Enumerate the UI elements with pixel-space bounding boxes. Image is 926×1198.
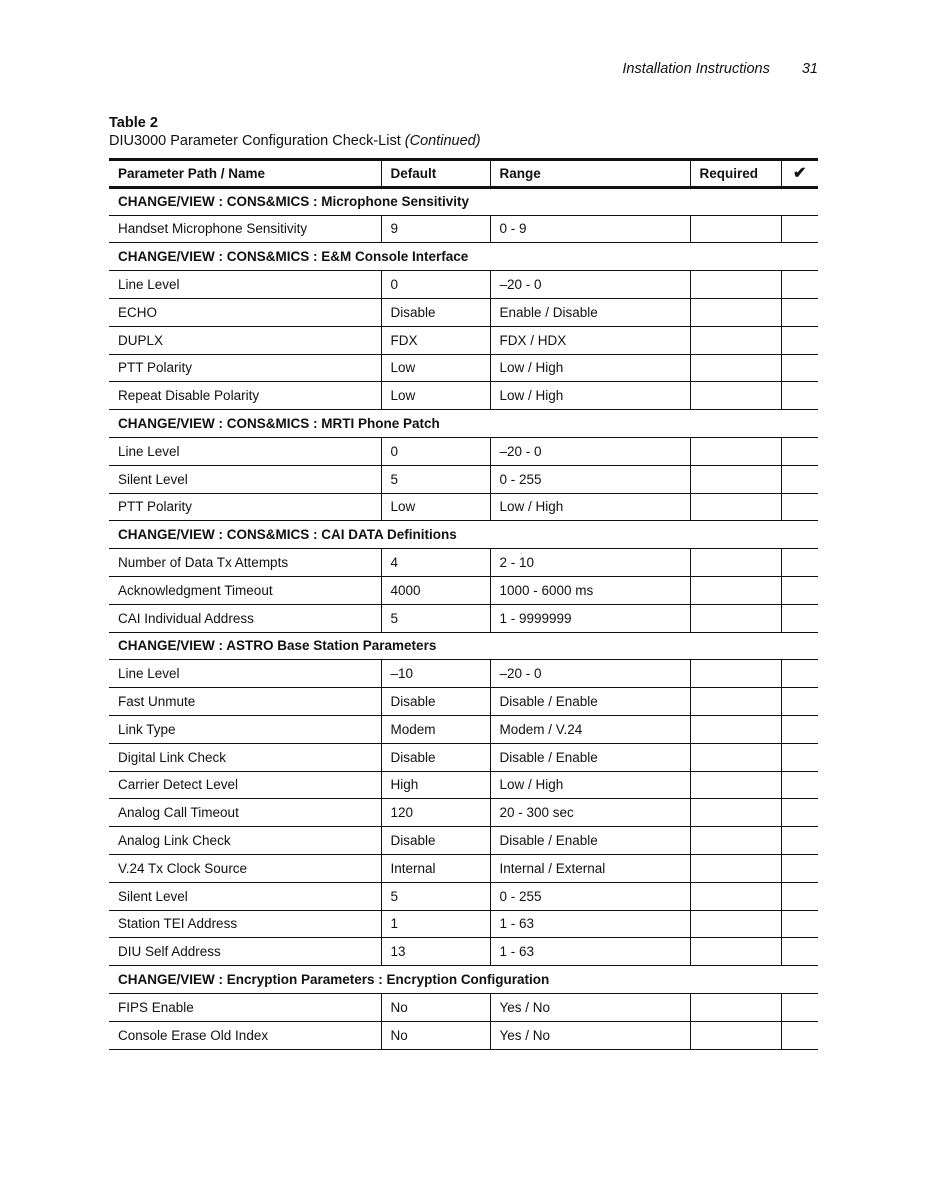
- required-cell: [690, 993, 781, 1021]
- required-cell: [690, 743, 781, 771]
- range-cell: 1000 - 6000 ms: [490, 576, 690, 604]
- table-row: [109, 298, 818, 326]
- column-header-required: Required: [690, 160, 781, 188]
- required-cell: [690, 688, 781, 716]
- default-cell: Disable: [381, 688, 490, 716]
- table-row: [109, 326, 818, 354]
- default-cell: 0: [381, 437, 490, 465]
- range-cell: Internal / External: [490, 854, 690, 882]
- check-cell: [781, 799, 818, 827]
- range-cell: Low / High: [490, 354, 690, 382]
- continued-label: (Continued): [404, 133, 481, 149]
- default-cell: Disable: [381, 743, 490, 771]
- default-cell: 5: [381, 882, 490, 910]
- table-header-row: [109, 160, 818, 188]
- required-cell: [690, 493, 781, 521]
- default-cell: Disable: [381, 827, 490, 855]
- parameter-name-cell: Analog Link Check: [109, 827, 381, 855]
- parameter-name-cell: Line Level: [109, 437, 381, 465]
- required-cell: [690, 326, 781, 354]
- parameter-name-cell: Link Type: [109, 715, 381, 743]
- check-cell: [781, 882, 818, 910]
- check-cell: [781, 437, 818, 465]
- range-cell: Disable / Enable: [490, 688, 690, 716]
- default-cell: Low: [381, 382, 490, 410]
- table-row: [109, 215, 818, 243]
- check-cell: [781, 354, 818, 382]
- check-cell: [781, 938, 818, 966]
- range-cell: –20 - 0: [490, 437, 690, 465]
- column-header-default: Default: [381, 160, 490, 188]
- default-cell: 9: [381, 215, 490, 243]
- parameter-name-cell: Line Level: [109, 660, 381, 688]
- parameter-name-cell: DUPLX: [109, 326, 381, 354]
- required-cell: [690, 576, 781, 604]
- section-title: Installation Instructions: [622, 61, 770, 77]
- default-cell: 5: [381, 465, 490, 493]
- group-header-row: [109, 966, 818, 994]
- table-row: [109, 465, 818, 493]
- required-cell: [690, 715, 781, 743]
- required-cell: [690, 604, 781, 632]
- parameter-name-cell: DIU Self Address: [109, 938, 381, 966]
- table-row: [109, 771, 818, 799]
- check-cell: [781, 493, 818, 521]
- parameter-name-cell: FIPS Enable: [109, 993, 381, 1021]
- default-cell: 13: [381, 938, 490, 966]
- parameter-name-cell: Handset Microphone Sensitivity: [109, 215, 381, 243]
- parameter-name-cell: Console Erase Old Index: [109, 1021, 381, 1049]
- required-cell: [690, 382, 781, 410]
- check-cell: [781, 993, 818, 1021]
- parameter-name-cell: Number of Data Tx Attempts: [109, 549, 381, 577]
- check-cell: [781, 271, 818, 299]
- default-cell: Low: [381, 354, 490, 382]
- range-cell: 2 - 10: [490, 549, 690, 577]
- check-cell: [781, 326, 818, 354]
- parameter-name-cell: Carrier Detect Level: [109, 771, 381, 799]
- required-cell: [690, 215, 781, 243]
- table-caption: [109, 114, 481, 150]
- required-cell: [690, 854, 781, 882]
- table-row: [109, 382, 818, 410]
- range-cell: 0 - 255: [490, 882, 690, 910]
- required-cell: [690, 354, 781, 382]
- group-title: CHANGE/VIEW : CONS&MICS : Microphone Sensitivity: [109, 187, 818, 215]
- required-cell: [690, 882, 781, 910]
- table-row: [109, 827, 818, 855]
- required-cell: [690, 799, 781, 827]
- table-number: Table 2: [109, 115, 158, 131]
- group-title: CHANGE/VIEW : Encryption Parameters : Encryption Configuration: [109, 966, 818, 994]
- default-cell: 4: [381, 549, 490, 577]
- required-cell: [690, 827, 781, 855]
- check-cell: [781, 715, 818, 743]
- table-row: [109, 1021, 818, 1049]
- range-cell: FDX / HDX: [490, 326, 690, 354]
- default-cell: Low: [381, 493, 490, 521]
- parameter-checklist-table: [109, 158, 818, 1050]
- parameter-name-cell: Silent Level: [109, 882, 381, 910]
- required-cell: [690, 549, 781, 577]
- table-row: [109, 688, 818, 716]
- required-cell: [690, 938, 781, 966]
- table-row: [109, 910, 818, 938]
- parameter-name-cell: Digital Link Check: [109, 743, 381, 771]
- default-cell: Internal: [381, 854, 490, 882]
- group-title: CHANGE/VIEW : ASTRO Base Station Parameters: [109, 632, 818, 660]
- required-cell: [690, 465, 781, 493]
- parameter-name-cell: Silent Level: [109, 465, 381, 493]
- group-header-row: [109, 410, 818, 438]
- checkmark-icon: ✔: [781, 160, 818, 188]
- check-cell: [781, 854, 818, 882]
- table-row: [109, 549, 818, 577]
- default-cell: Modem: [381, 715, 490, 743]
- check-cell: [781, 382, 818, 410]
- range-cell: 1 - 63: [490, 938, 690, 966]
- range-cell: Yes / No: [490, 993, 690, 1021]
- table-title: [109, 132, 481, 150]
- table-row: [109, 854, 818, 882]
- column-header-path: Parameter Path / Name: [109, 160, 381, 188]
- default-cell: FDX: [381, 326, 490, 354]
- parameter-name-cell: Repeat Disable Polarity: [109, 382, 381, 410]
- check-cell: [781, 688, 818, 716]
- parameter-name-cell: PTT Polarity: [109, 493, 381, 521]
- check-cell: [781, 910, 818, 938]
- parameter-name-cell: PTT Polarity: [109, 354, 381, 382]
- check-cell: [781, 660, 818, 688]
- table-row: [109, 354, 818, 382]
- range-cell: –20 - 0: [490, 660, 690, 688]
- table-row: [109, 882, 818, 910]
- range-cell: Disable / Enable: [490, 827, 690, 855]
- parameter-name-cell: V.24 Tx Clock Source: [109, 854, 381, 882]
- group-header-row: [109, 187, 818, 215]
- range-cell: Disable / Enable: [490, 743, 690, 771]
- range-cell: Low / High: [490, 771, 690, 799]
- range-cell: Yes / No: [490, 1021, 690, 1049]
- group-title: CHANGE/VIEW : CONS&MICS : CAI DATA Definitions: [109, 521, 818, 549]
- page-number: 31: [801, 61, 818, 77]
- group-header-row: [109, 632, 818, 660]
- default-cell: –10: [381, 660, 490, 688]
- parameter-name-cell: ECHO: [109, 298, 381, 326]
- range-cell: 1 - 9999999: [490, 604, 690, 632]
- column-header-range: Range: [490, 160, 690, 188]
- page-header: [622, 61, 818, 77]
- table-row: [109, 660, 818, 688]
- default-cell: 1: [381, 910, 490, 938]
- default-cell: 4000: [381, 576, 490, 604]
- table-row: [109, 437, 818, 465]
- check-cell: [781, 465, 818, 493]
- table-row: [109, 493, 818, 521]
- check-cell: [781, 298, 818, 326]
- check-cell: [781, 549, 818, 577]
- range-cell: –20 - 0: [490, 271, 690, 299]
- table-row: [109, 938, 818, 966]
- range-cell: 0 - 9: [490, 215, 690, 243]
- check-cell: [781, 827, 818, 855]
- table-row: [109, 743, 818, 771]
- table-row: [109, 993, 818, 1021]
- range-cell: 20 - 300 sec: [490, 799, 690, 827]
- group-header-row: [109, 243, 818, 271]
- required-cell: [690, 1021, 781, 1049]
- required-cell: [690, 437, 781, 465]
- table-body: [109, 187, 818, 1049]
- required-cell: [690, 660, 781, 688]
- check-cell: [781, 771, 818, 799]
- range-cell: Enable / Disable: [490, 298, 690, 326]
- group-title: CHANGE/VIEW : CONS&MICS : MRTI Phone Patch: [109, 410, 818, 438]
- required-cell: [690, 271, 781, 299]
- range-cell: 0 - 255: [490, 465, 690, 493]
- default-cell: 120: [381, 799, 490, 827]
- table-row: [109, 799, 818, 827]
- default-cell: No: [381, 993, 490, 1021]
- parameter-name-cell: Fast Unmute: [109, 688, 381, 716]
- default-cell: 5: [381, 604, 490, 632]
- default-cell: 0: [381, 271, 490, 299]
- table-row: [109, 271, 818, 299]
- required-cell: [690, 298, 781, 326]
- check-cell: [781, 1021, 818, 1049]
- default-cell: Disable: [381, 298, 490, 326]
- check-cell: [781, 576, 818, 604]
- range-cell: Low / High: [490, 382, 690, 410]
- check-cell: [781, 604, 818, 632]
- required-cell: [690, 910, 781, 938]
- range-cell: Low / High: [490, 493, 690, 521]
- table-row: [109, 715, 818, 743]
- range-cell: Modem / V.24: [490, 715, 690, 743]
- check-cell: [781, 215, 818, 243]
- parameter-name-cell: CAI Individual Address: [109, 604, 381, 632]
- group-header-row: [109, 521, 818, 549]
- range-cell: 1 - 63: [490, 910, 690, 938]
- default-cell: High: [381, 771, 490, 799]
- check-cell: [781, 743, 818, 771]
- table-row: [109, 576, 818, 604]
- default-cell: No: [381, 1021, 490, 1049]
- group-title: CHANGE/VIEW : CONS&MICS : E&M Console Interface: [109, 243, 818, 271]
- parameter-name-cell: Acknowledgment Timeout: [109, 576, 381, 604]
- table-title-text: DIU3000 Parameter Configuration Check-List: [109, 133, 405, 149]
- parameter-name-cell: Line Level: [109, 271, 381, 299]
- table-row: [109, 604, 818, 632]
- parameter-name-cell: Station TEI Address: [109, 910, 381, 938]
- parameter-name-cell: Analog Call Timeout: [109, 799, 381, 827]
- required-cell: [690, 771, 781, 799]
